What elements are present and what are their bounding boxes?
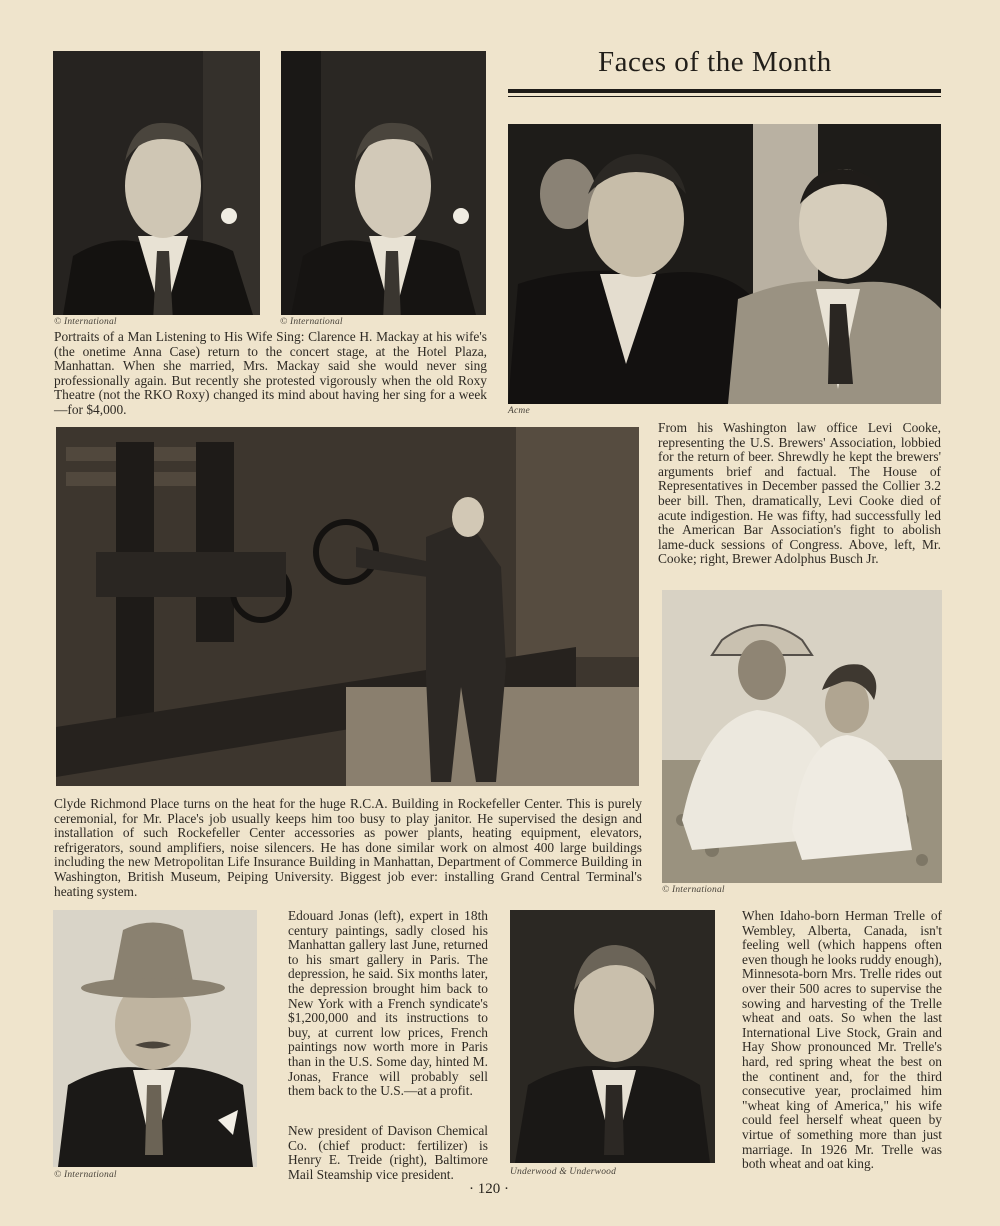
title-rule-thick [508, 89, 941, 93]
photo-treide [510, 910, 715, 1163]
photo-mackay-left [53, 51, 260, 315]
title-rule-thin [508, 96, 941, 97]
credit-trelle: © International [662, 885, 725, 895]
page-title: Faces of the Month [598, 46, 832, 78]
credit-treide: Underwood & Underwood [510, 1167, 617, 1177]
credit-jonas: © International [54, 1170, 117, 1180]
caption-mackay: Portraits of a Man Listening to His Wife Sing: Clarence H. Mackay at his wife's (the onetime Anna Case) return to the concert stage, at the Hotel Plaza, Manhattan. When she married, Mrs. Mackay said she would never sing professionally again. But recently she protested vigorously when the old Roxy Theatre (not the RKO Roxy) changed its mind about having her sing for a week—for $4,000. [54, 329, 487, 417]
caption-place: Clyde Richmond Place turns on the heat for the huge R.C.A. Building in Rockefeller Center. This is purely ceremonial, for Mr. Place's job usually keeps him too busy to play janitor. He supervised the design and installation of such Rockefeller Center accessories as power plants, heating equipment, elevators, refrigerators, sound amplifiers, noise silencers. He has done similar work on almost 400 large buildings including the new Metropolitan Life Insurance Building in Manhattan, Department of Commerce Building in Washington, British Museum, Peiping University. Biggest job ever: installing Grand Central Terminal's heating system. [54, 796, 642, 899]
credit-cooke: Acme [508, 406, 530, 416]
caption-trelle: When Idaho-born Herman Trelle of Wembley, Alberta, Canada, isn't feeling well (which happens often even though he looks ruddy enough), Minnesota-born Mrs. Trelle rides out over their 500 acres to supervise the sowing and harvesting of the Trelle wheat and oats. So when the last International Live Stock, Grain and Hay Show pronounced Mr. Trelle's hard, red spring wheat the best on the continent and, for the third consecutive year, proclaimed him "wheat king of America," his wife could feel herself wheat queen by virtue of something more than just marriage. In 1926 Mr. Trelle was both wheat and oat king. [742, 908, 942, 1172]
credit-mackay-left: © International [54, 317, 117, 327]
photo-mackay-right [281, 51, 486, 315]
page-number: · 120 · [469, 1181, 509, 1197]
photo-jonas [53, 910, 257, 1167]
caption-treide: New president of Davison Chemical Co. (chief product: fertilizer) is Henry E. Treide (right), Baltimore Mail Steamship vice president. [288, 1123, 488, 1182]
photo-trelle-couple [662, 590, 942, 883]
caption-cooke: From his Washington law office Levi Cooke, representing the U.S. Brewers' Association, lobbied for the return of beer. Shrewdly he kept the brewers' arguments brief and factual. The House of Representatives in December passed the Collier 3.2 beer bill. Then, dramatically, Levi Cooke died of acute indigestion. He was fifty, had successfully led the American Bar Association's fight to abolish lame-duck sessions of Congress. Above, left, Mr. Cooke; right, Brewer Adolphus Busch Jr. [658, 420, 941, 567]
credit-mackay-right: © International [280, 317, 343, 327]
photo-place-boiler-room [56, 427, 639, 786]
photo-cooke-busch [508, 124, 941, 404]
caption-jonas: Edouard Jonas (left), expert in 18th century paintings, sadly closed his Manhattan gallery last June, returned to his smart gallery in Paris. The depression, he said. Six months later, the depression brought him back to New York with a French syndicate's $1,200,000 and its instructions to buy, at current low prices, French paintings now worth more in Paris than in the U.S. Some day, hinted M. Jonas, France will probably sell them back to the U.S.—at a profit. [288, 908, 488, 1099]
